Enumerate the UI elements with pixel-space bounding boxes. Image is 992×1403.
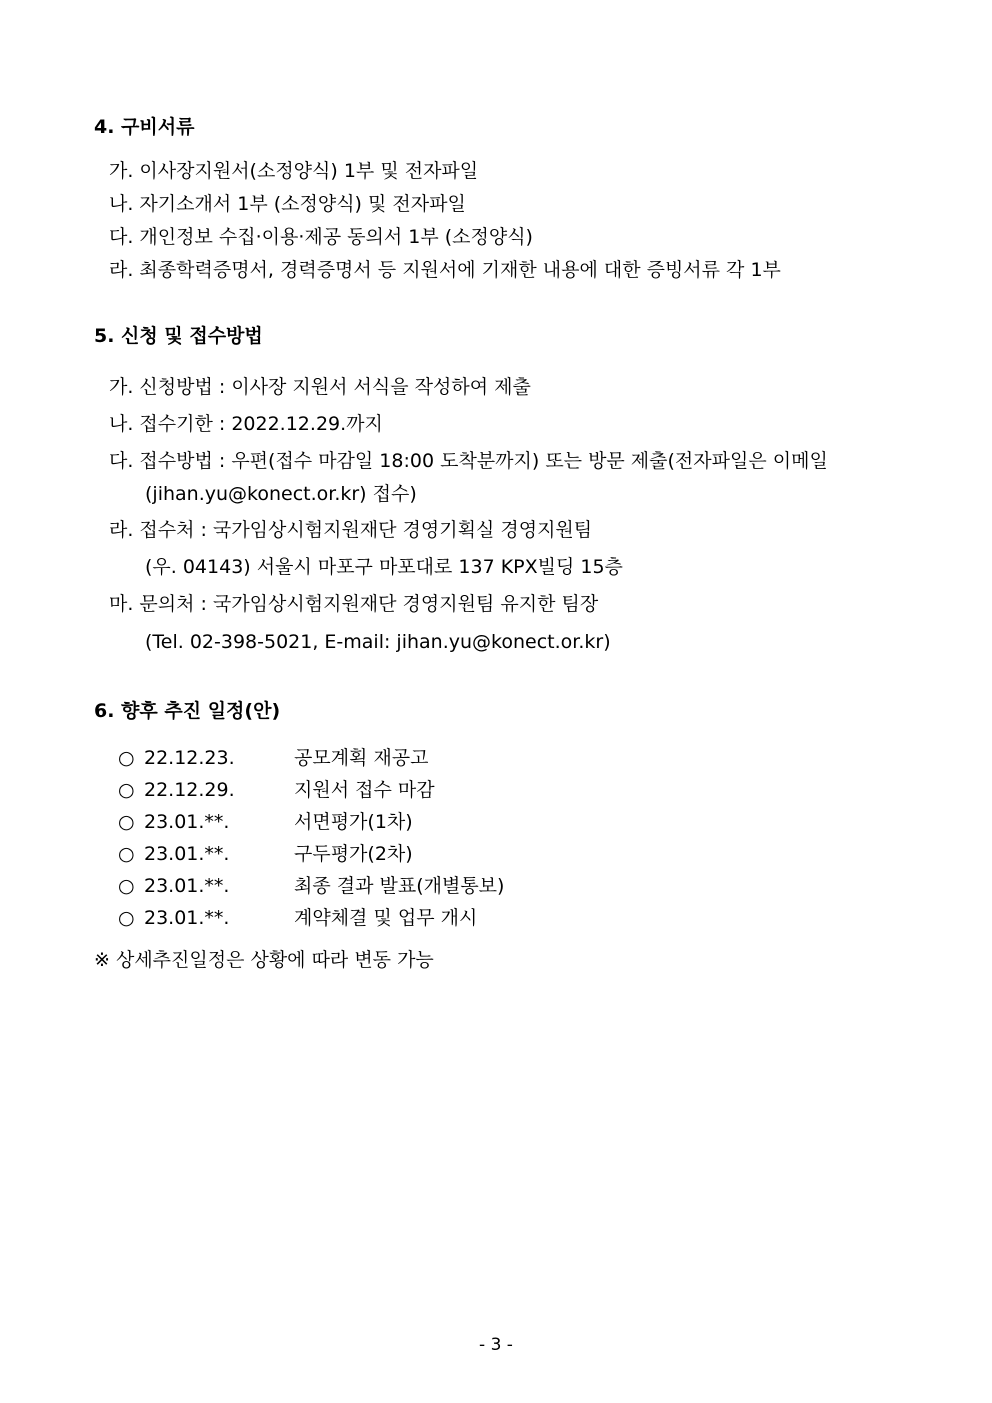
schedule-description: 계약체결 및 업무 개시 [294, 907, 478, 929]
section-4-item-na: 나. 자기소개서 1부 (소정양식) 및 전자파일 [109, 193, 466, 215]
section-5-item-ma-contact: (Tel. 02-398-5021, E-mail: jihan.yu@konect.or.kr) [145, 631, 611, 653]
section-5-item-na: 나. 접수기한 : 2022.12.29.까지 [109, 413, 383, 435]
section-5-heading: 5. 신청 및 접수방법 [94, 325, 263, 347]
section-4-item-da: 다. 개인정보 수집·이용·제공 동의서 1부 (소정양식) [109, 226, 533, 248]
page-number: - 3 - [479, 1335, 513, 1355]
section-4-item-ra: 라. 최종학력증명서, 경력증명서 등 지원서에 기재한 내용에 대한 증빙서류 각 1부 [109, 259, 781, 281]
section-5-item-ma: 마. 문의처 : 국가임상시험지원재단 경영지원팀 유지한 팀장 [109, 593, 599, 615]
schedule-date: 22.12.23. [144, 747, 235, 769]
schedule-description: 구두평가(2차) [294, 843, 413, 865]
schedule-description: 서면평가(1차) [294, 811, 413, 833]
schedule-description: 최종 결과 발표(개별통보) [294, 875, 505, 897]
bullet-circle-icon: ○ [118, 875, 135, 897]
schedule-date: 22.12.29. [144, 779, 235, 801]
section-4-item-ga: 가. 이사장지원서(소정양식) 1부 및 전자파일 [109, 160, 479, 182]
bullet-circle-icon: ○ [118, 843, 135, 865]
schedule-date: 23.01.**. [144, 843, 230, 865]
section-5-item-ra: 라. 접수처 : 국가임상시험지원재단 경영기획실 경영지원팀 [109, 519, 593, 541]
schedule-note: ※ 상세추진일정은 상황에 따라 변동 가능 [94, 949, 434, 971]
section-5-item-da-continuation: (jihan.yu@konect.or.kr) 접수) [145, 483, 417, 505]
section-4-heading: 4. 구비서류 [94, 116, 195, 138]
bullet-circle-icon: ○ [118, 907, 135, 929]
section-5-item-ga: 가. 신청방법 : 이사장 지원서 서식을 작성하여 제출 [109, 376, 531, 398]
bullet-circle-icon: ○ [118, 779, 135, 801]
schedule-date: 23.01.**. [144, 907, 230, 929]
section-5-item-ra-address: (우. 04143) 서울시 마포구 마포대로 137 KPX빌딩 15층 [145, 556, 623, 578]
schedule-description: 공모계획 재공고 [294, 747, 429, 769]
section-6-heading: 6. 향후 추진 일정(안) [94, 700, 281, 722]
bullet-circle-icon: ○ [118, 747, 135, 769]
schedule-description: 지원서 접수 마감 [294, 779, 435, 801]
section-5-item-da: 다. 접수방법 : 우편(접수 마감일 18:00 도착분까지) 또는 방문 제출(전자파일은 이메일 [109, 450, 828, 472]
bullet-circle-icon: ○ [118, 811, 135, 833]
schedule-date: 23.01.**. [144, 811, 230, 833]
schedule-date: 23.01.**. [144, 875, 230, 897]
